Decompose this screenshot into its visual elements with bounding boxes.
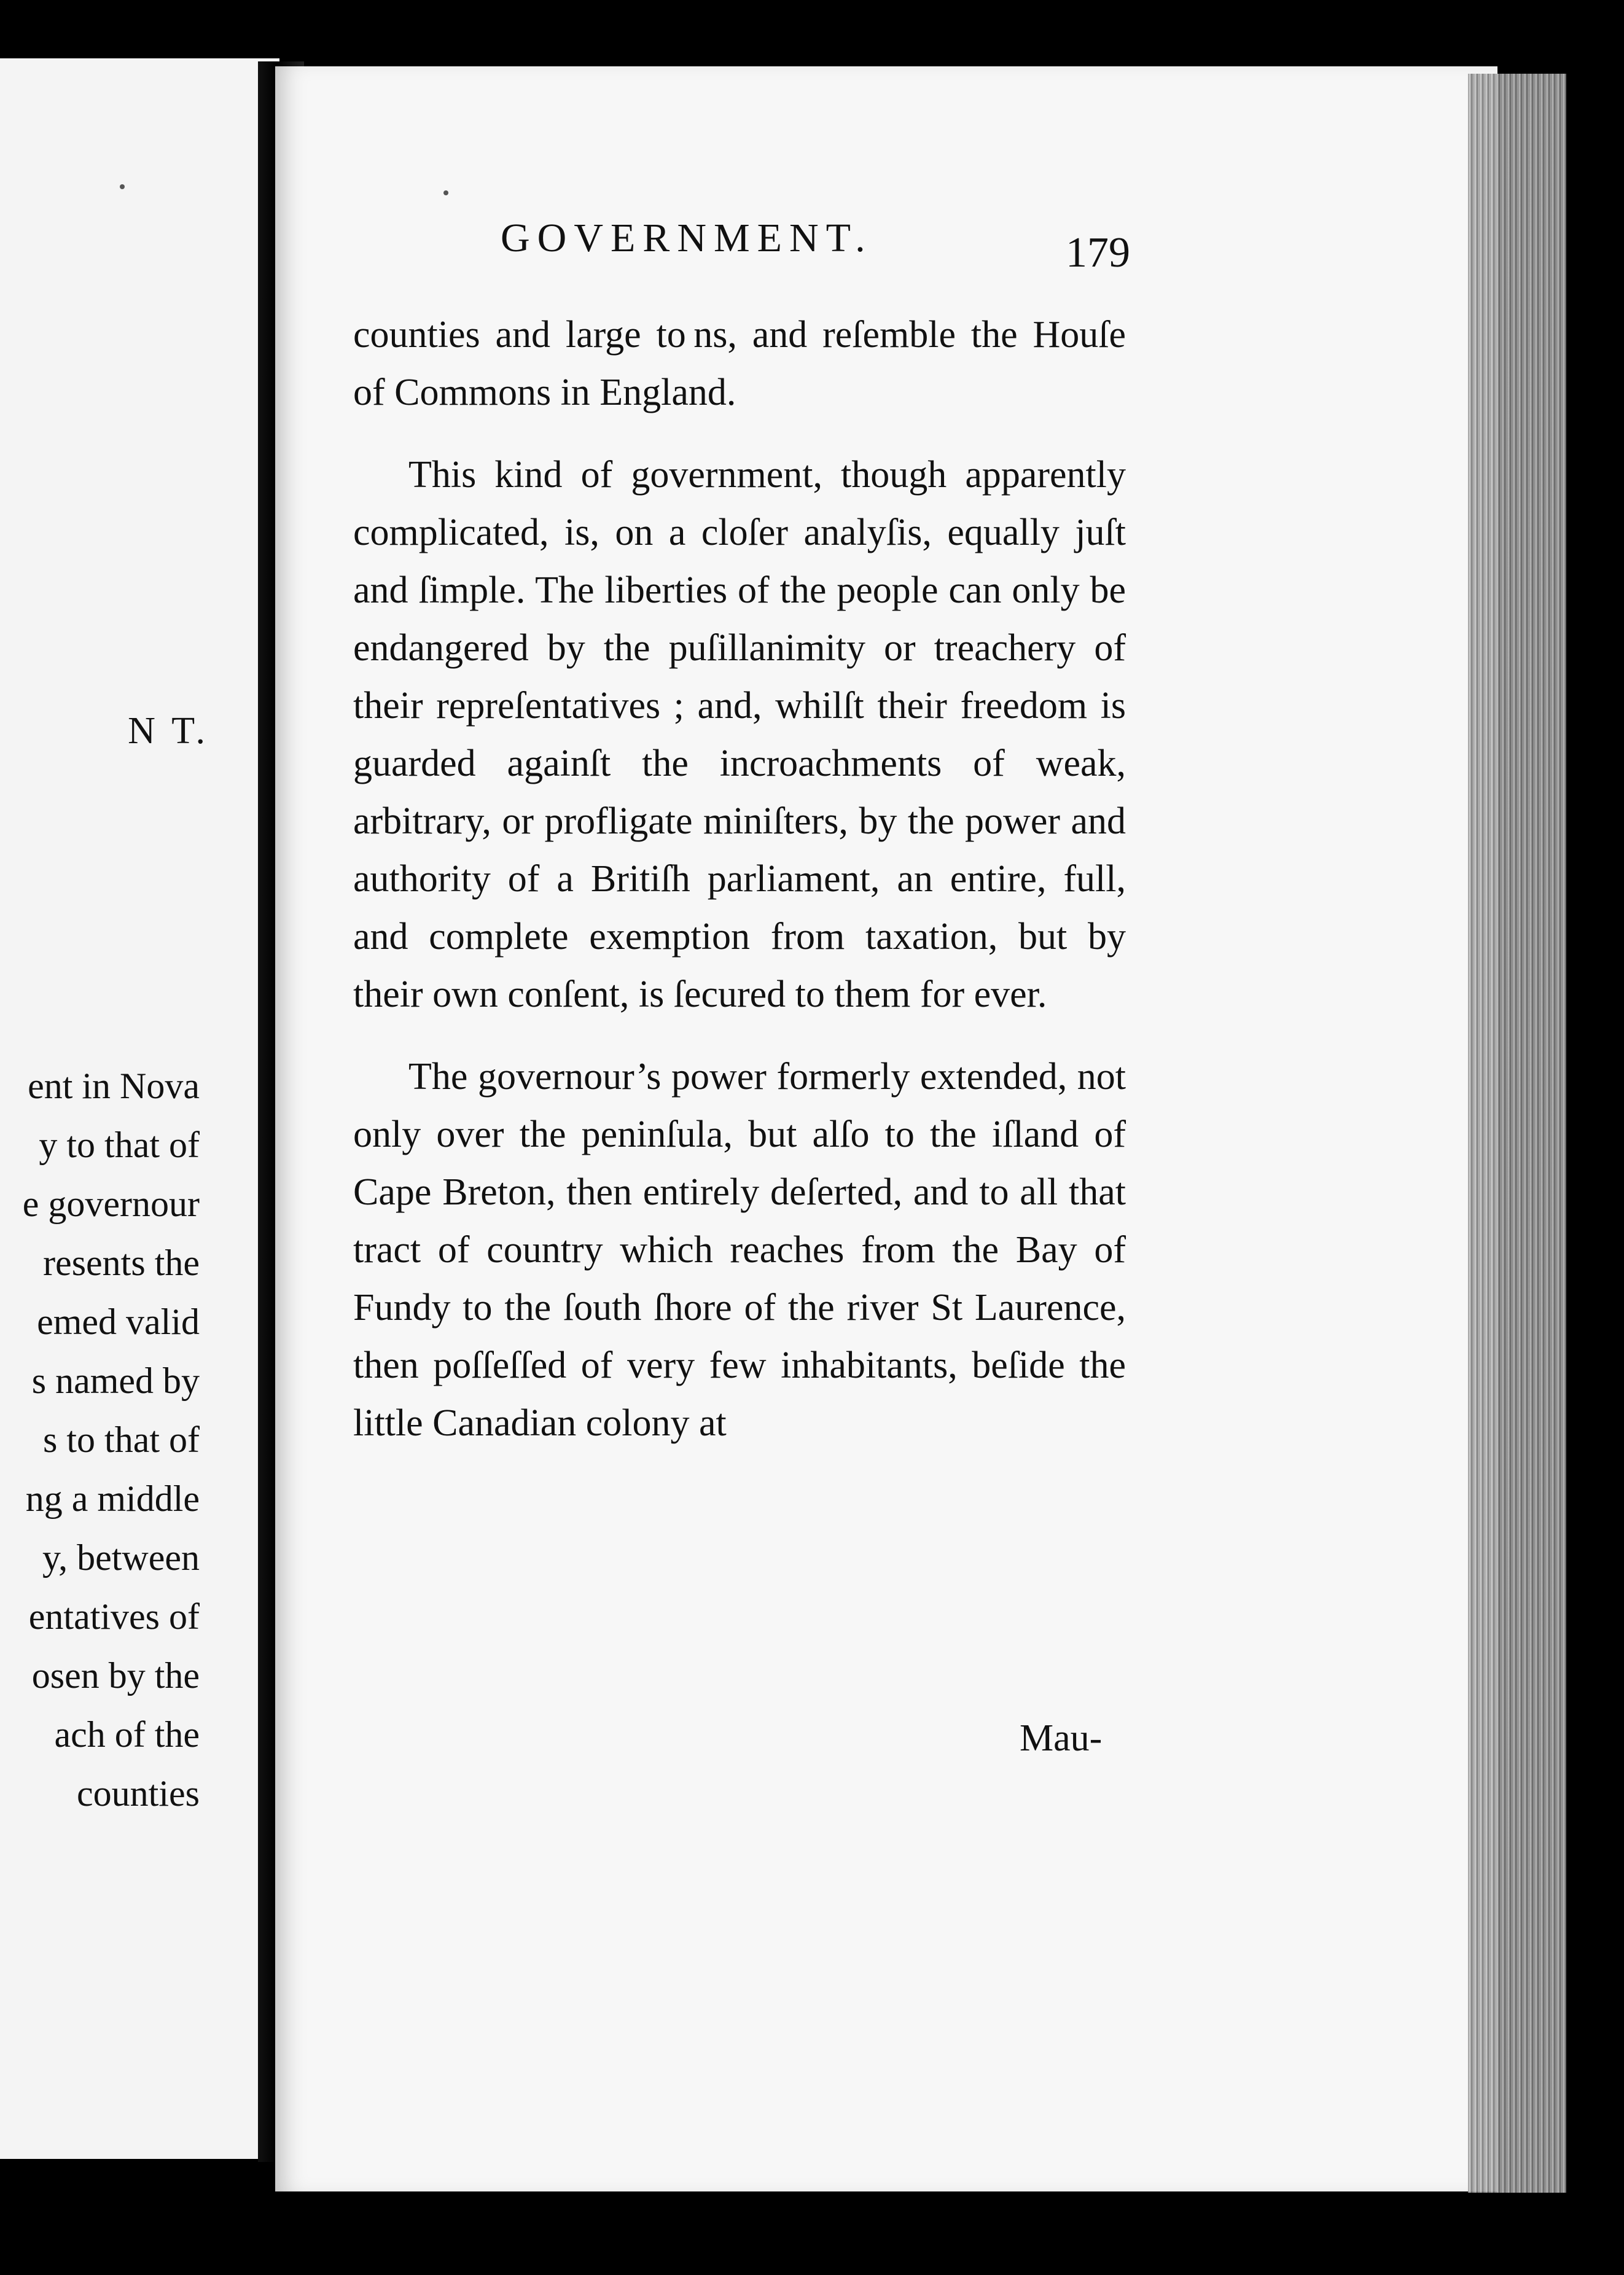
previous-page-fragment — [0, 58, 279, 2159]
body-text — [353, 306, 1126, 1452]
paragraph: The governour’s power formerly extended, not only over the peninſula, but alſo to the iſland of Cape Breton, then entirely deſerted, and to all that tract of country which reaches from the Bay of Fundy to the ſouth ſhore of the river St Laurence, then poſſeſſed of very few inhabitants, beſide the little Canadian colony at — [353, 1056, 1126, 1444]
running-head: GOVERNMENT. — [501, 216, 873, 260]
previous-page-line: entatives of — [28, 1596, 200, 1637]
previous-page-text-lines — [0, 1056, 200, 1823]
page-edges — [1468, 74, 1566, 2193]
previous-page-line: emed valid — [37, 1301, 200, 1342]
previous-page-line: e governour — [22, 1184, 200, 1224]
previous-page-line: counties — [77, 1773, 200, 1814]
print-speck — [120, 184, 125, 189]
previous-page-line: y to that of — [39, 1125, 200, 1165]
previous-page-heading-fragment: N T. — [128, 710, 209, 752]
previous-page-line: s named by — [31, 1360, 200, 1401]
previous-page-line: resents the — [43, 1243, 200, 1283]
previous-page-line: ach of the — [54, 1714, 200, 1755]
previous-page-line: y, between — [42, 1537, 200, 1578]
previous-page-line: osen by the — [31, 1655, 200, 1696]
page-number: 179 — [1066, 229, 1130, 276]
previous-page-line: ent in Nova — [28, 1066, 200, 1106]
previous-page-line: ng a middle — [25, 1478, 200, 1519]
paragraph-continuation: counties and large to ns, and reſemble the Houſe of Commons in England. — [353, 314, 1126, 413]
catchword: Mau- — [1020, 1717, 1103, 1759]
print-speck — [443, 190, 448, 195]
paragraph: This kind of government, though apparently complicated, is, on a cloſer analyſis, equally juſt and ſimple. The liberties of the people can only be endangered by the puſillanimity or treachery of their repreſentatives ; and, whilſt their freedom is guarded againſt the incroachments of weak, arbitrary, or profligate miniſters, by the power and authority of a Britiſh parliament, an entire, full, and complete exemption from taxation, but by their own conſent, is ſecured to them for ever. — [353, 454, 1126, 1015]
previous-page-line: s to that of — [43, 1419, 200, 1460]
